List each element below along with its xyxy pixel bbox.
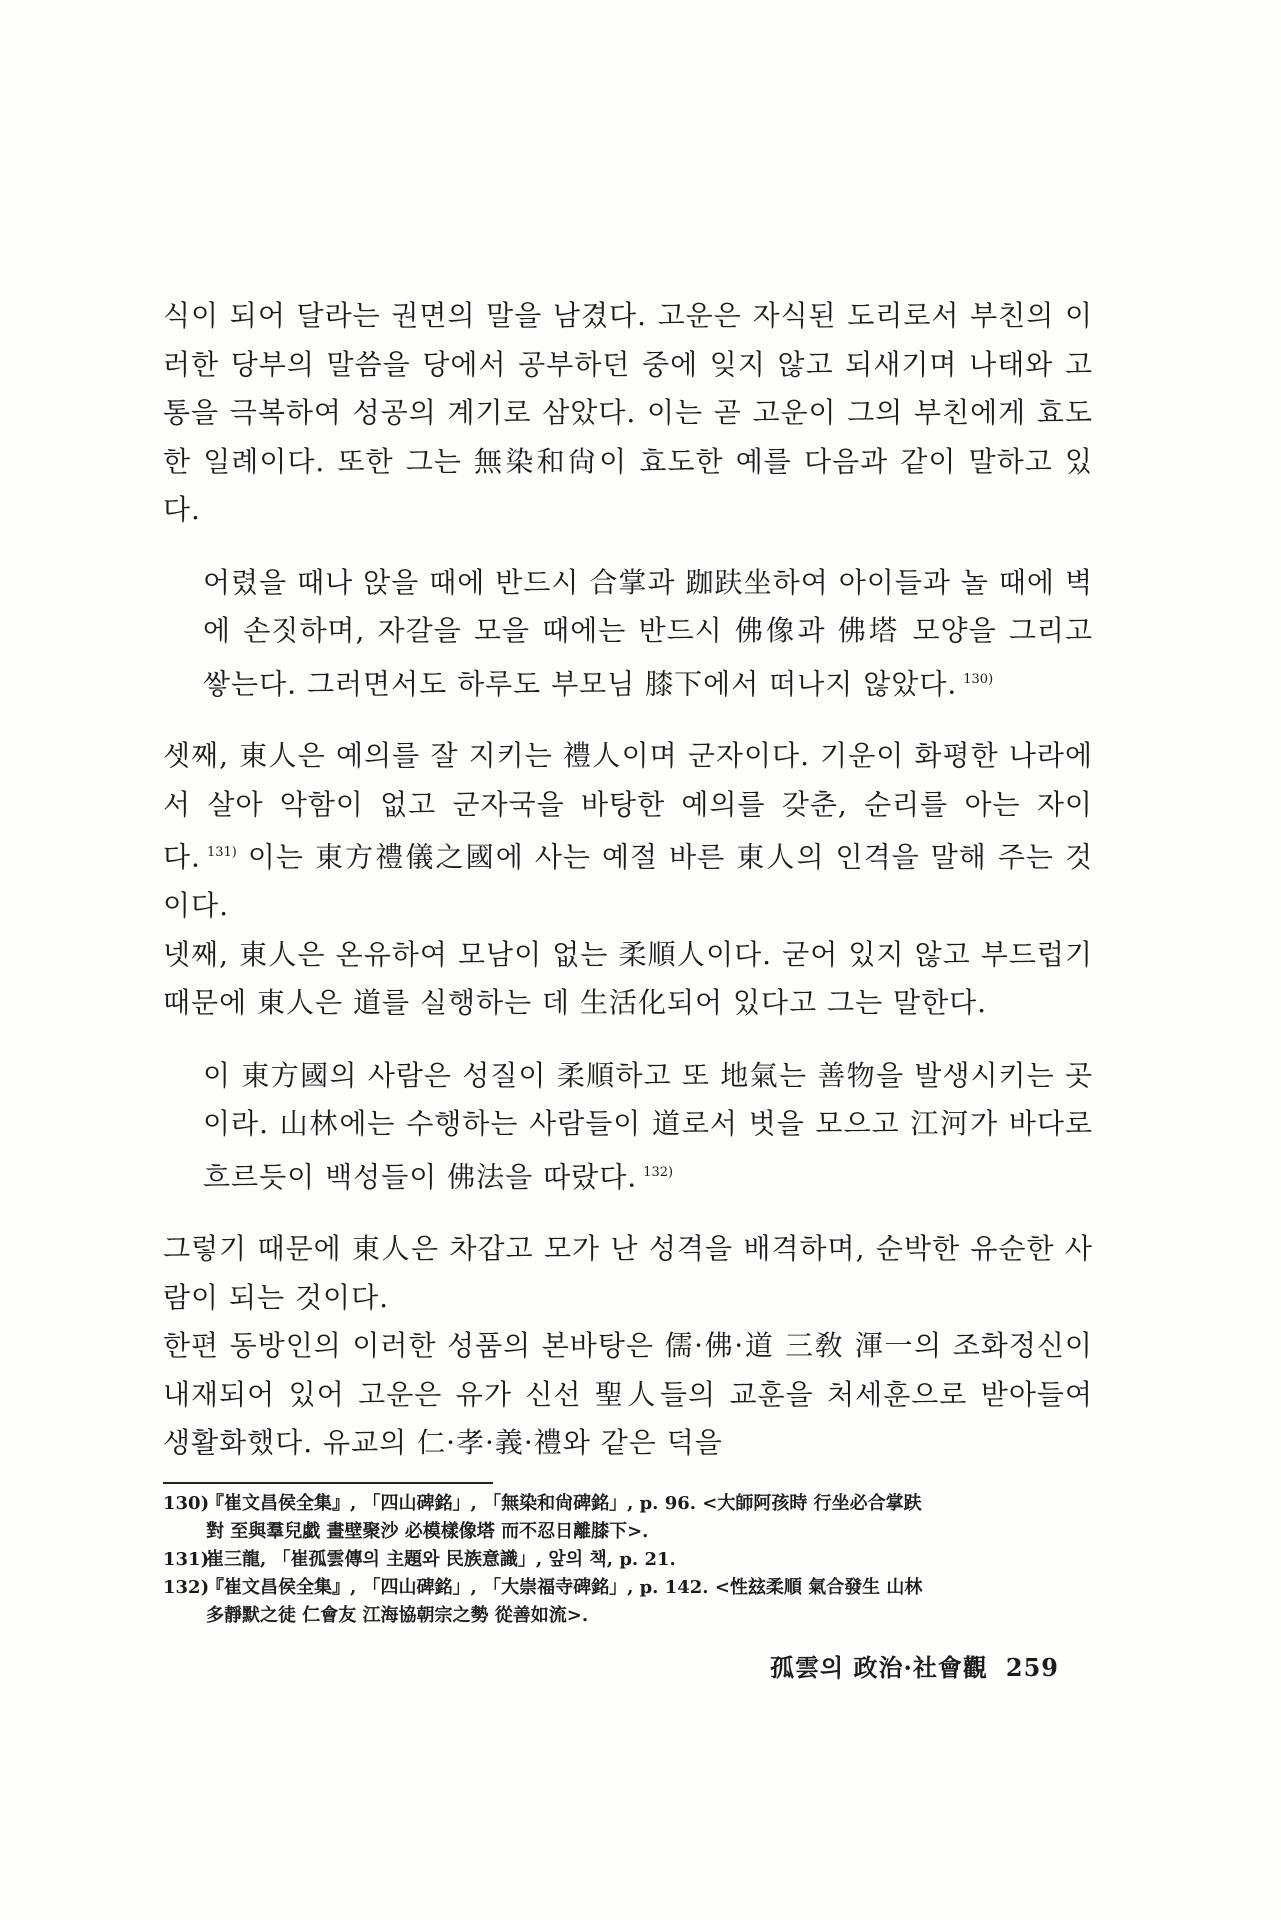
footnote-ref: 131) [206, 845, 237, 861]
footnote-rule [163, 1482, 493, 1484]
footnote-number: 130) [163, 1493, 210, 1514]
footnote-number: 132) [163, 1577, 210, 1598]
footnote-text: 『崔文昌侯全集』, 「四山碑銘」, 「大崇福寺碑銘」, p. 142. <性玆柔順 氣合發生 山林 [206, 1577, 923, 1598]
paragraph: 그렇기 때문에 東人은 차갑고 모가 난 성격을 배격하며, 순박한 유순한 사람이 되는 것이다. [163, 1232, 1093, 1314]
footnote [163, 1546, 1093, 1574]
footnote-number: 131) [163, 1549, 210, 1570]
quote-text: 어렸을 때나 앉을 때에 반드시 合掌과 跏趺坐하여 아이들과 놀 때에 벽에 손짓하며, 자갈을 모을 때에는 반드시 佛像과 佛塔 모양을 그리고 쌓는다. 그러면서도 하루도 부모님 膝下에서 떠나지 않았다. [203, 565, 1093, 700]
paragraph: 넷째, 東人은 온유하여 모남이 없는 柔順人이다. 굳어 있지 않고 부드럽기 때문에 東人은 道를 실행하는 데 生活化되어 있다고 그는 말한다. [163, 937, 1093, 1020]
footnote-ref: 132) [643, 1164, 674, 1180]
page-footer [770, 1648, 1059, 1683]
running-head: 孤雲의 政治·社會觀 [769, 1653, 988, 1682]
page-number: 259 [1005, 1653, 1059, 1682]
footnote-text-cont: 對 至與羣兒戱 畫壁聚沙 必模樣像塔 而不忍日離膝下>. [206, 1521, 649, 1542]
footnotes [163, 1490, 1093, 1630]
block-quote [163, 1052, 1093, 1202]
footnote [163, 1574, 1093, 1630]
footnote [163, 1490, 1093, 1546]
paragraph: 식이 되어 달라는 권면의 말을 남겼다. 고운은 자식된 도리로서 부친의 이러한 당부의 말씀을 당에서 공부하던 중에 잊지 않고 되새기며 나태와 고통을 극복하여 성공의 계기로 삼았다. 이는 곧 고운이 그의 부친에게 효도한 일례이다. 또한 그는 無染和尙이 효도한 예를 다음과 같이 말하고 있다. [163, 299, 1093, 526]
footnote-text-cont: 多靜默之徒 仁會友 江海協朝宗之勢 從善如流>. [206, 1605, 589, 1626]
paragraph [163, 732, 1093, 930]
body-text [163, 292, 1093, 1468]
block-quote [163, 559, 1093, 709]
footnote-text: 崔三龍, 「崔孤雲傳의 主題와 民族意識」, 앞의 책, p. 21. [206, 1549, 676, 1570]
footnote-text: 『崔文昌侯全集』, 「四山碑銘」, 「無染和尙碑銘」, p. 96. <大師阿孩時 行坐必合掌趺 [206, 1493, 922, 1514]
footnote-ref: 130) [963, 671, 994, 687]
paragraph-text: 이는 東方禮儀之國에 사는 예절 바른 東人의 인격을 말해 주는 것이다. [163, 840, 1093, 923]
paragraph-text: 셋째, 東人은 예의를 잘 지키는 禮人이며 군자이다. 기운이 화평한 나라에서 살아 악함이 없고 군자국을 바탕한 예의를 갖춘, 순리를 아는 자이다. [163, 739, 1093, 874]
paragraph: 한편 동방인의 이러한 성품의 본바탕은 儒·佛·道 三敎 渾一의 조화정신이 내재되어 있어 고운은 유가 신선 聖人들의 교훈을 처세훈으로 받아들여 생활화했다. 유교의 仁·孝·義·禮와 같은 덕을 [163, 1329, 1093, 1460]
quote-text: 이 東方國의 사람은 성질이 柔順하고 또 地氣는 善物을 발생시키는 곳이라. 山林에는 수행하는 사람들이 道로서 벗을 모으고 江河가 바다로 흐르듯이 백성들이 佛法을 따랐다. [203, 1058, 1093, 1193]
